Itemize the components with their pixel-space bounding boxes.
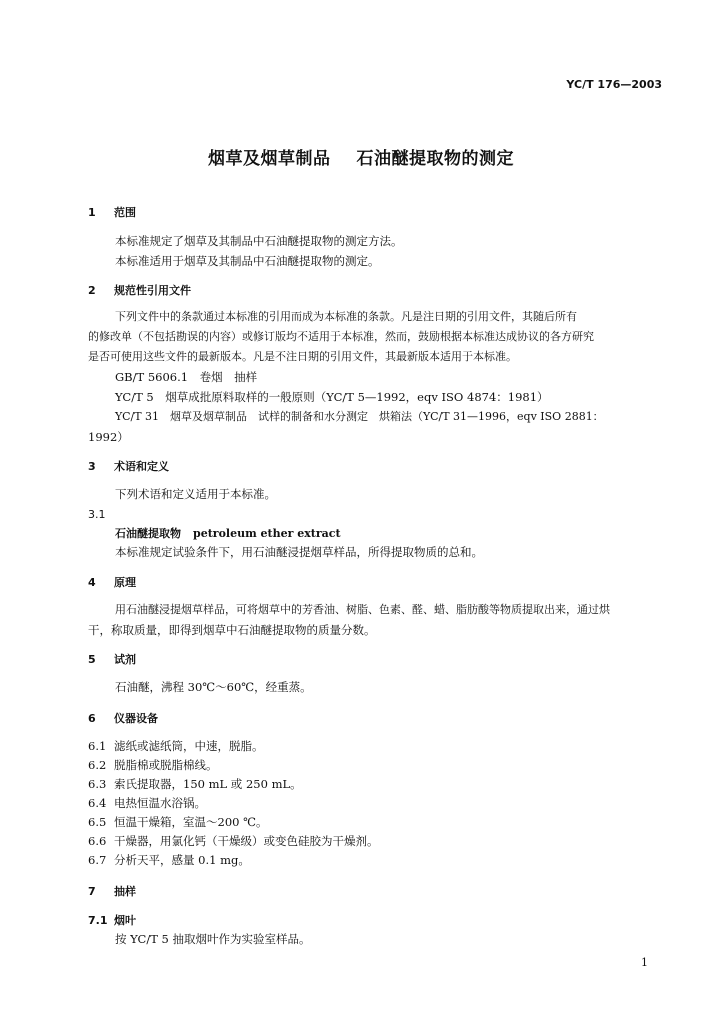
section-1-para-1: 本标准规定了烟草及其制品中石油醚提取物的测定方法。 xyxy=(115,234,403,248)
document-title xyxy=(208,144,514,169)
term-entry xyxy=(115,526,341,541)
section-5-para-1: 石油醚，沸程 30℃～60℃，经重蒸。 xyxy=(115,680,312,694)
title-left: 烟草及烟草制品 xyxy=(208,149,331,169)
standard-number: YC/T 176—2003 xyxy=(566,78,662,91)
equipment-item-6-1: 6.1 滤纸或滤纸筒，中速，脱脂。 xyxy=(88,739,264,753)
term-english: petroleum ether extract xyxy=(193,527,341,540)
section-4-line-2: 干，称取质量，即得到烟草中石油醚提取物的质量分数。 xyxy=(88,623,376,637)
section-3-para-1: 下列术语和定义适用于本标准。 xyxy=(115,487,276,501)
subsection-3-1-number: 3.1 xyxy=(88,508,106,521)
section-7-heading: 7 抽样 xyxy=(88,885,136,898)
section-4-heading: 4 原理 xyxy=(88,576,136,589)
reference-3: YC/T 31 烟草及烟草制品 试样的制备和水分测定 烘箱法（YC/T 31—1996，eqv ISO 2881： xyxy=(115,410,604,423)
equipment-item-6-7: 6.7 分析天平，感量 0.1 mg。 xyxy=(88,853,250,867)
section-2-line-3: 是否可使用这些文件的最新版本。凡是不注日期的引用文件，其最新版本适用于本标准。 xyxy=(88,350,517,363)
equipment-item-6-4: 6.4 电热恒温水浴锅。 xyxy=(88,796,206,810)
section-5-heading: 5 试剂 xyxy=(88,653,136,666)
equipment-item-6-2: 6.2 脱脂棉或脱脂棉线。 xyxy=(88,758,218,772)
reference-1: GB/T 5606.1 卷烟 抽样 xyxy=(115,370,258,384)
section-1-heading: 1 范围 xyxy=(88,206,136,219)
reference-3-cont: 1992） xyxy=(88,430,129,444)
section-4-line-1: 用石油醚浸提烟草样品，可将烟草中的芳香油、树脂、色素、醛、蜡、脂肪酸等物质提取出来，通过烘 xyxy=(115,603,610,616)
section-7-1-para: 按 YC/T 5 抽取烟叶作为实验室样品。 xyxy=(115,932,311,946)
term-definition: 本标准规定试验条件下，用石油醚浸提烟草样品，所得提取物质的总和。 xyxy=(115,545,483,559)
page-number: 1 xyxy=(641,956,648,969)
section-2-line-1: 下列文件中的条款通过本标准的引用而成为本标准的条款。凡是注日期的引用文件，其随后所有 xyxy=(115,310,577,323)
section-1-para-2: 本标准适用于烟草及其制品中石油醚提取物的测定。 xyxy=(115,254,380,268)
equipment-item-6-3: 6.3 索氏提取器，150 mL 或 250 mL。 xyxy=(88,777,302,791)
section-2-heading: 2 规范性引用文件 xyxy=(88,284,191,297)
section-2-line-2: 的修改单（不包括勘误的内容）或修订版均不适用于本标准，然而，鼓励根据本标准达成协议的各方研究 xyxy=(88,330,594,343)
reference-2: YC/T 5 烟草成批原料取样的一般原则（YC/T 5—1992，eqv ISO 4874：1981） xyxy=(115,390,549,404)
title-right: 石油醚提取物的测定 xyxy=(356,149,514,169)
subsection-7-1-heading: 7.1 烟叶 xyxy=(88,914,136,927)
section-6-heading: 6 仪器设备 xyxy=(88,712,158,725)
term-chinese: 石油醚提取物 xyxy=(115,527,181,540)
equipment-item-6-5: 6.5 恒温干燥箱，室温～200 ℃。 xyxy=(88,815,268,829)
section-3-heading: 3 术语和定义 xyxy=(88,460,169,473)
equipment-item-6-6: 6.6 干燥器，用氯化钙（干燥级）或变色硅胶为干燥剂。 xyxy=(88,834,379,848)
